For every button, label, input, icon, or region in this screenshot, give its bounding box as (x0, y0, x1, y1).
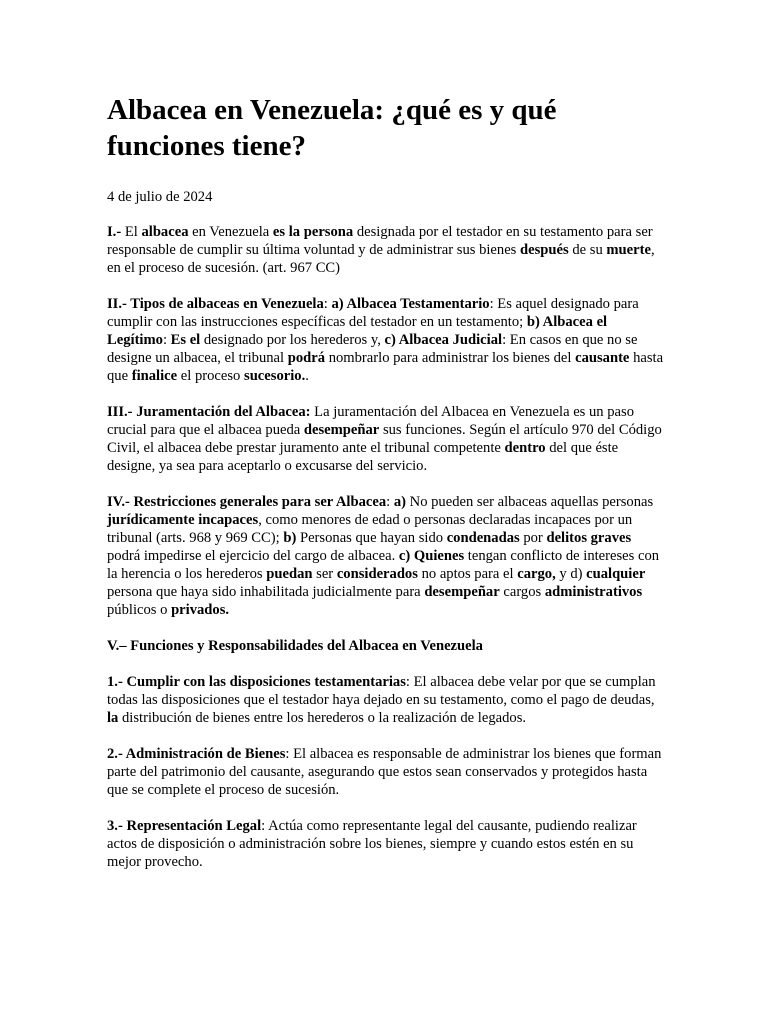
text-run: : El albacea es responsable de administrar los bienes que forman parte del patrimonio del causante, asegurando que estos sean conservados y protegidos hasta que se complete el proceso de sucesión. (107, 746, 662, 798)
document-page (107, 92, 667, 871)
bold-text-run: muerte (606, 242, 651, 258)
text-run: hasta que (107, 350, 664, 384)
bold-text-run: b) Albacea el Legítimo (107, 314, 608, 348)
bold-text-run: dentro (504, 440, 546, 456)
text-run: por (519, 530, 547, 546)
bold-text-run: es la persona (272, 224, 354, 240)
bold-text-run: después (520, 242, 569, 258)
text-run: cargos (499, 584, 545, 600)
paragraph-types (107, 295, 667, 385)
bold-text-run: 1.- Cumplir con las disposiciones testamentarias (107, 674, 406, 690)
text-run: , como menores de edad o personas declaradas incapaces por un tribunal (arts. 968 y 969 CC); (107, 512, 633, 546)
text-run: en Venezuela (188, 224, 273, 240)
bold-text-run: V.– Funciones y Responsabilidades del Albacea en Venezuela (107, 638, 483, 654)
paragraph-funcion-1 (107, 673, 667, 727)
section-heading-funciones (107, 637, 667, 655)
bold-text-run: I.- (107, 224, 125, 240)
bold-text-run: IV.- Restricciones generales para ser Albacea (107, 494, 387, 510)
bold-text-run: podrá (287, 350, 326, 366)
paragraph-restricciones (107, 493, 667, 619)
text-run: del que éste designe, ya sea para aceptarlo o excusarse del servicio. (107, 440, 619, 474)
bold-text-run: b) (283, 530, 297, 546)
bold-text-run: a) (393, 494, 406, 510)
paragraph-definition (107, 223, 667, 277)
paragraph-funcion-2 (107, 745, 667, 799)
text-run: : (162, 332, 171, 348)
bold-text-run: a) Albacea Testamentario (331, 296, 490, 312)
bold-text-run: cargo, (517, 566, 556, 582)
text-run: tengan conflicto de intereses con la herencia o los herederos (107, 548, 660, 582)
text-run: de su (568, 242, 607, 258)
bold-text-run: albacea (141, 224, 189, 240)
bold-text-run: condenadas (446, 530, 520, 546)
text-run: podrá impedirse el ejercicio del cargo de albacea. (107, 548, 399, 564)
text-run: Personas que hayan sido (296, 530, 447, 546)
bold-text-run: III.- Juramentación del Albacea: (107, 404, 311, 420)
text-run: La juramentación del Albacea en Venezuela es un paso crucial para que el albacea pueda (107, 404, 634, 438)
text-run: no aptos para el (417, 566, 518, 582)
paragraph-funcion-3 (107, 817, 667, 871)
text-run: . (305, 368, 309, 384)
text-run: : (386, 494, 394, 510)
bold-text-run: cualquier (586, 566, 646, 582)
text-run: : (323, 296, 332, 312)
bold-text-run: desempeñar (303, 422, 380, 438)
bold-text-run: 3.- Representación Legal (107, 818, 262, 834)
document-title: Albacea en Venezuela: ¿qué es y qué funciones tiene? (107, 94, 557, 162)
paragraph-juramentacion (107, 403, 667, 475)
text-run: nombrarlo para administrar los bienes del (325, 350, 576, 366)
text-run: persona que haya sido inhabilitada judicialmente para (107, 584, 425, 600)
bold-text-run: privados. (171, 602, 230, 618)
text-run: : Es aquel designado para cumplir con las instrucciones específicas del testador en un testamento; (107, 296, 639, 330)
publication-date: 4 de julio de 2024 (107, 189, 213, 205)
bold-text-run: c) Quienes (398, 548, 465, 564)
text-run: , en el proceso de sucesión. (art. 967 CC) (107, 242, 655, 276)
bold-text-run: considerados (336, 566, 418, 582)
text-run: : En casos en que no se designe un albacea, el tribunal (107, 332, 638, 366)
bold-text-run: la (107, 710, 119, 726)
bold-text-run: sucesorio. (244, 368, 306, 384)
bold-text-run: puedan (266, 566, 313, 582)
text-run: distribución de bienes entre los herederos o la realización de legados. (118, 710, 527, 726)
bold-text-run: Es el (170, 332, 201, 348)
bold-text-run: jurídicamente incapaces (107, 512, 259, 528)
bold-text-run: finalice (131, 368, 178, 384)
text-run: designado por los herederos y, (200, 332, 385, 348)
text-run: El (124, 224, 142, 240)
text-run: el proceso (177, 368, 245, 384)
bold-text-run: delitos graves (546, 530, 632, 546)
text-run: No pueden ser albaceas aquellas personas (406, 494, 654, 510)
text-run: ser (312, 566, 337, 582)
bold-text-run: causante (575, 350, 630, 366)
text-run: y d) (555, 566, 587, 582)
text-run: públicos o (107, 602, 172, 618)
bold-text-run: administrativos (544, 584, 643, 600)
text-run: designada por el testador en su testamento para ser responsable de cumplir su última voluntad y de administrar sus bienes (107, 224, 653, 258)
text-run: : El albacea debe velar por que se cumplan todas las disposiciones que el testador haya dejado en su testamento, como el pago de deudas, (107, 674, 656, 708)
text-run: sus funciones. Según el artículo 970 del Código Civil, el albacea debe prestar juramento ante el tribunal competente (107, 422, 662, 456)
bold-text-run: II.- Tipos de albaceas en Venezuela (107, 296, 324, 312)
bold-text-run: desempeñar (424, 584, 500, 600)
bold-text-run: c) Albacea Judicial (384, 332, 503, 348)
text-run: : Actúa como representante legal del causante, pudiendo realizar actos de disposición o administración sobre los bienes, siempre y cuando estos estén en su mejor provecho. (107, 818, 637, 870)
bold-text-run: 2.- Administración de Bienes (107, 746, 286, 762)
